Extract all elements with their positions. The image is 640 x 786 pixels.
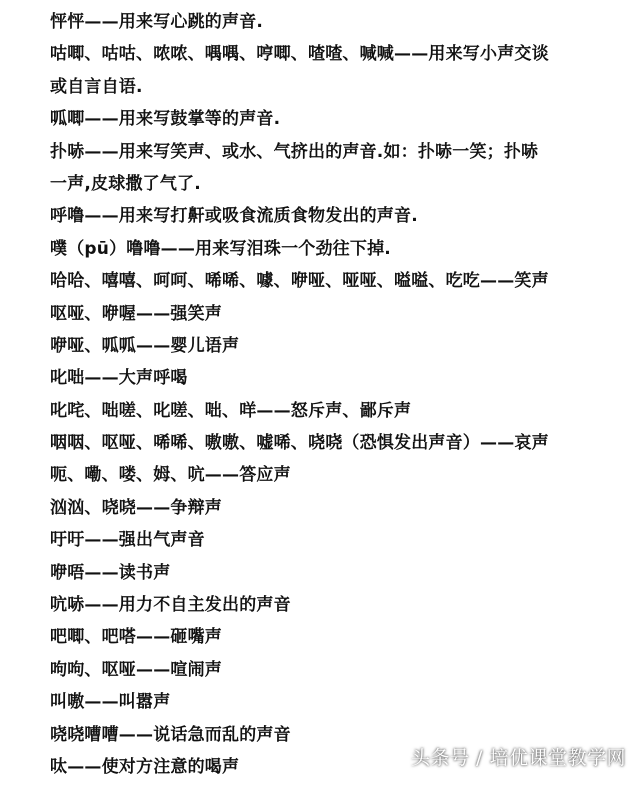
text-line: 呔——使对方注意的喝声	[50, 756, 240, 777]
text-line: 哓哓嘈嘈——说话急而乱的声音	[50, 724, 291, 745]
text-line: 咿哑、呱呱——婴儿语声	[50, 335, 240, 356]
text-line: 吧唧、吧嗒——砸嘴声	[50, 627, 222, 648]
text-line: 叱咄——大声呼喝	[50, 368, 188, 389]
text-line: 叫嗷——叫嚣声	[50, 692, 171, 713]
watermark: 头条号 / 培优课堂教学网	[411, 747, 626, 769]
text-line: 一声,皮球撒了气了.	[50, 173, 201, 194]
text-line: 或自言自语.	[50, 76, 143, 97]
text-line: 咕唧、咕咕、哝哝、喁喁、哼唧、喳喳、喊喊——用来写小声交谈	[50, 44, 549, 65]
text-line: 吭哧——用力不自主发出的声音	[50, 595, 291, 616]
text-line: 噗（pū）噜噜——用来写泪珠一个劲往下掉.	[50, 238, 391, 259]
text-line: 呕哑、咿喔——强笑声	[50, 303, 222, 324]
text-line: 叱咤、咄嗟、叱嗟、咄、咩——怒斥声、鄙斥声	[50, 400, 412, 421]
text-line: 吁吁——强出气声音	[50, 530, 205, 551]
document-body	[50, 6, 630, 783]
text-line: 呼噜——用来写打鼾或吸食流质食物发出的声音.	[50, 206, 418, 227]
text-line: 怦怦——用来写心跳的声音.	[50, 12, 264, 32]
text-line: 呴呴、呕哑——喧闹声	[50, 659, 222, 680]
text-line: 哈哈、嘻嘻、呵呵、唏唏、噱、咿哑、哑哑、嗌嗌、吃吃——笑声	[50, 271, 549, 292]
text-line: 呃、嘞、喽、姆、吭——答应声	[50, 465, 291, 486]
text-line: 扑哧——用来写笑声、或水、气挤出的声音.如：扑哧一笑；扑哧	[50, 141, 539, 162]
text-line: 汹汹、哓哓——争辩声	[50, 497, 222, 518]
text-line: 咽咽、呕哑、唏唏、嗷嗷、嘘唏、哓哓（恐惧发出声音）——哀声	[50, 433, 549, 454]
text-line: 呱唧——用来写鼓掌等的声音.	[50, 109, 281, 130]
text-line: 咿唔——读书声	[50, 562, 171, 583]
